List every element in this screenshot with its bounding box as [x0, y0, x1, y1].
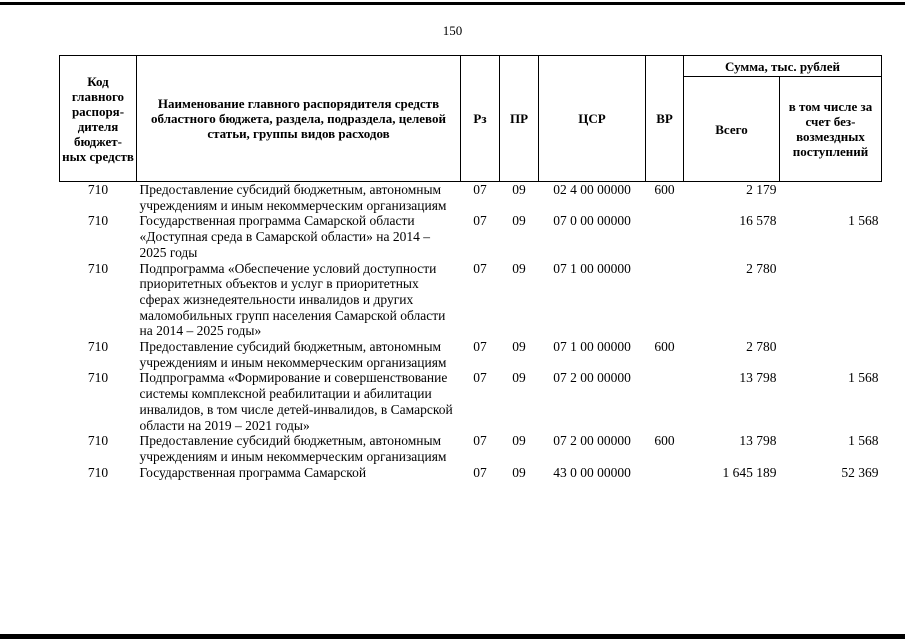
- cell-vr: 600: [654, 182, 675, 197]
- cell-total: 13 798: [739, 370, 777, 386]
- header-csr: ЦСР: [539, 56, 646, 182]
- cell-pr: 09: [512, 464, 526, 480]
- cell-rz: 07: [473, 464, 487, 480]
- cell-rz: 07: [473, 260, 487, 276]
- cell-vr: [646, 261, 684, 340]
- cell-free: 52 369: [841, 464, 879, 480]
- header-code: Код главного распоря-дителя бюджет-ных средств: [60, 56, 137, 182]
- table-row: [60, 182, 882, 214]
- cell-name: Государственная программа Самарской области «Доступная среда в Самарской области» на 2014 – 2025 годы: [139, 213, 430, 260]
- cell-free: [780, 339, 882, 370]
- cell-pr: 09: [512, 370, 526, 386]
- cell-total: 2 179: [746, 182, 777, 197]
- cell-rz: 07: [473, 370, 487, 386]
- cell-rz: 07: [473, 433, 487, 449]
- header-vr: ВР: [646, 56, 684, 182]
- cell-free: [780, 182, 882, 214]
- cell-csr: 02 4 00 00000: [553, 182, 631, 197]
- cell-total: 2 780: [746, 260, 777, 276]
- table-body: [60, 182, 882, 481]
- page-number: 150: [442, 23, 463, 38]
- cell-csr: 07 1 00 00000: [553, 339, 631, 355]
- top-rule: [0, 2, 905, 5]
- cell-code: 710: [87, 213, 109, 229]
- cell-name: Предоставление субсидий бюджетным, автономным учреждениям и иным некоммерческим организациям: [139, 182, 447, 213]
- table-row: [60, 465, 882, 481]
- cell-code: 710: [87, 433, 109, 449]
- cell-free: 1 568: [848, 433, 879, 449]
- table-row: [60, 370, 882, 433]
- cell-csr: 07 2 00 00000: [553, 433, 631, 449]
- cell-name: Подпрограмма «Формирование и совершенствование системы комплексной реабилитации и абилитации инвалидов, в том числе детей-инвалидов, в Самарской области на 2019 – 2021 годы»: [139, 370, 453, 433]
- cell-free: 1 568: [848, 213, 879, 229]
- cell-name: Подпрограмма «Обеспечение условий доступности приоритетных объектов и услуг в приоритетных сферах жизнедеятельности инвалидов и других маломобильных групп населения Самарской области на 2014 – 2025 годы»: [139, 260, 446, 339]
- cell-csr: 43 0 00 00000: [553, 464, 631, 480]
- cell-total: 16 578: [739, 213, 777, 229]
- cell-vr: [646, 213, 684, 260]
- header-sum: Сумма, тыс. рублей: [684, 56, 882, 77]
- cell-name: Предоставление субсидий бюджетным, автономным учреждениям и иным некоммерческим организациям: [139, 339, 447, 370]
- cell-vr: [646, 370, 684, 433]
- cell-csr: 07 1 00 00000: [553, 260, 631, 276]
- cell-pr: 09: [512, 260, 526, 276]
- table-row: [60, 213, 882, 260]
- bottom-rule: [0, 634, 905, 639]
- cell-rz: 07: [473, 182, 487, 197]
- cell-name: Государственная программа Самарской: [139, 464, 367, 480]
- cell-code: 710: [87, 370, 109, 386]
- table-row: [60, 339, 882, 370]
- cell-rz: 07: [473, 213, 487, 229]
- cell-pr: 09: [512, 339, 526, 355]
- header-total: Всего: [684, 77, 780, 182]
- cell-rz: 07: [473, 339, 487, 355]
- cell-vr: [646, 465, 684, 481]
- table-header: [60, 56, 882, 182]
- cell-name: Предоставление субсидий бюджетным, автономным учреждениям и иным некоммерческим организациям: [139, 433, 447, 464]
- cell-code: 710: [87, 260, 109, 276]
- cell-csr: 07 2 00 00000: [553, 370, 631, 386]
- cell-free: [780, 261, 882, 340]
- header-name: Наименование главного распорядителя средств областного бюджета, раздела, подраздела, целевой статьи, группы видов расходов: [137, 56, 461, 182]
- cell-total: 13 798: [739, 433, 777, 449]
- header-free: в том числе за счет без-возмездных поступлений: [780, 77, 882, 182]
- budget-table: [59, 55, 882, 480]
- cell-csr: 07 0 00 00000: [553, 213, 631, 229]
- header-pr: ПР: [500, 56, 539, 182]
- cell-code: 710: [87, 182, 109, 197]
- table-row: [60, 433, 882, 464]
- cell-code: 710: [87, 339, 109, 355]
- header-rz: Рз: [461, 56, 500, 182]
- cell-code: 710: [87, 464, 109, 480]
- cell-pr: 09: [512, 213, 526, 229]
- cell-pr: 09: [512, 433, 526, 449]
- table-row: [60, 261, 882, 340]
- cell-vr: 600: [654, 339, 675, 355]
- cell-total: 1 645 189: [722, 464, 777, 480]
- cell-total: 2 780: [746, 339, 777, 355]
- cell-pr: 09: [512, 182, 526, 197]
- cell-free: 1 568: [848, 370, 879, 386]
- cell-vr: 600: [654, 433, 675, 449]
